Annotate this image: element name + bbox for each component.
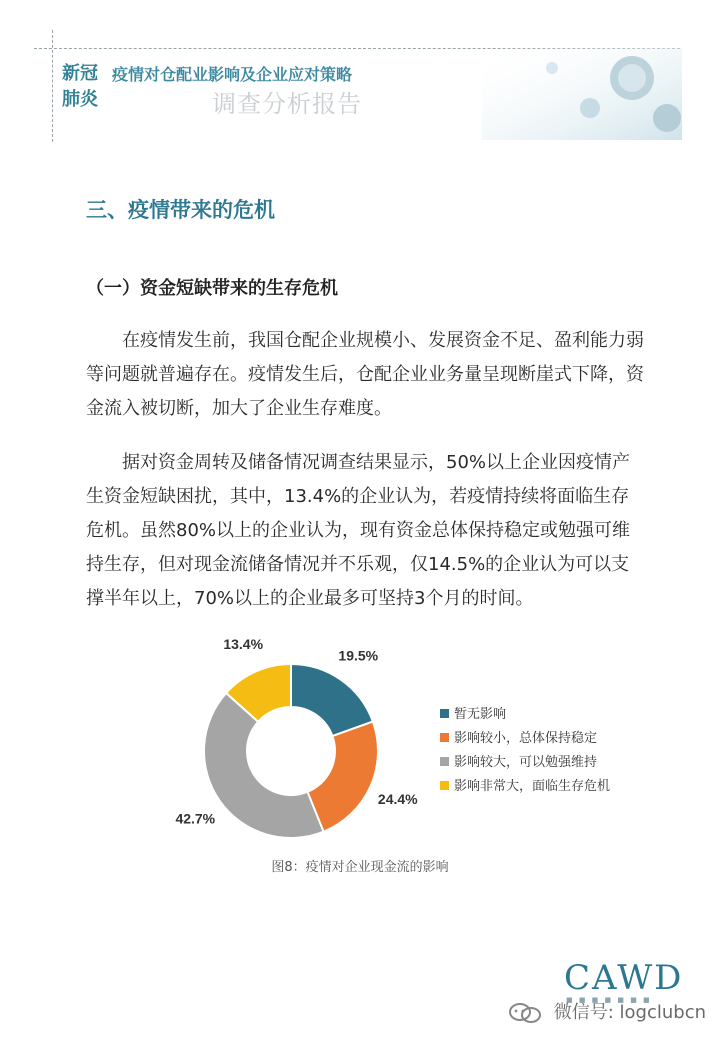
section-title: 三、疫情带来的危机 — [86, 198, 275, 222]
header-tag-line1: 新冠 — [62, 63, 98, 84]
header-report-title: 调查分析报告 — [212, 90, 362, 118]
wechat-text: 微信号: logclubcn — [553, 1002, 706, 1023]
legend-label: 影响较小，总体保持稳定 — [454, 731, 598, 746]
slice-value-label: 13.4% — [223, 636, 264, 653]
legend-swatch — [440, 709, 449, 718]
legend-label: 影响较大，可以勉强维持 — [454, 755, 598, 770]
chart-caption: 图8：疫情对企业现金流的影响 — [271, 860, 449, 875]
slice-value-label: 24.4% — [377, 790, 418, 807]
legend-swatch — [440, 781, 449, 790]
page-header — [0, 0, 720, 150]
cawd-logo: CAWD — [564, 958, 684, 998]
header-vertical-divider — [52, 30, 53, 142]
legend-swatch — [440, 757, 449, 766]
header-tag-line2: 肺炎 — [62, 89, 98, 110]
wechat-watermark — [508, 998, 706, 1024]
cawd-logo-subtitle: ■ ■ ■ ■ ■ ■ ■ — [566, 996, 652, 1004]
header-subtitle: 疫情对仓配业影响及企业应对策略 — [112, 65, 353, 84]
paragraph-1: 在疫情发生前，我国仓配企业规模小、发展资金不足、盈利能力弱等问题就普遍存在。疫情发生后，仓配企业业务量呈现断崖式下降，资金流入被切断，加大了企业生存难度。 — [86, 330, 644, 419]
slice-value-label: 19.5% — [338, 647, 379, 664]
subsection-title: （一）资金短缺带来的生存危机 — [86, 278, 338, 299]
legend-swatch — [440, 733, 449, 742]
donut-slice — [307, 722, 378, 832]
legend-label: 影响非常大，面临生存危机 — [454, 779, 611, 794]
legend-label: 暂无影响 — [454, 707, 507, 722]
slice-value-label: 42.7% — [175, 810, 216, 827]
cashflow-donut-chart — [175, 636, 650, 850]
paragraph-2: 据对资金周转及储备情况调查结果显示，50%以上企业因疫情产生资金短缺困扰，其中，13.4%的企业认为，若疫情持续将面临生存危机。虽然80%以上的企业认为，现有资金总体保持稳定或勉强可维持生存，但对现金流储备情况并不乐观，仅14.5%的企业认为可以支撑半年以上，70%以上的企业最多可坚持3个月的时间。 — [86, 452, 631, 609]
virus-decoration-image — [482, 48, 682, 140]
wechat-icon — [508, 1002, 542, 1024]
